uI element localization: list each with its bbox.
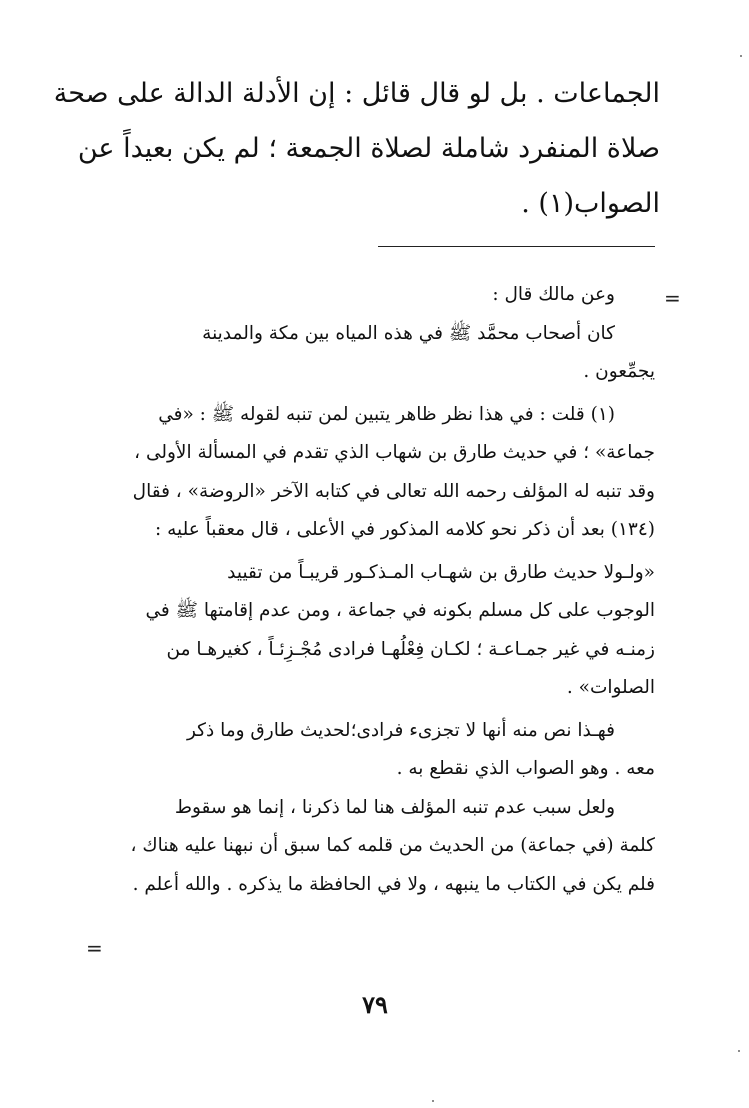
main-text-line: الصواب(١) .	[521, 188, 660, 219]
note-line: كلمة (في جماعة) من الحديث من قلمه كما سبق أن نبهنا عليه هناك ،	[130, 835, 655, 856]
note-line: يجمِّعون .	[583, 361, 655, 382]
continuation-mark-bottom: =	[86, 936, 103, 960]
page-number: ٧٩	[362, 990, 388, 1019]
footnotes-block	[100, 276, 655, 904]
note-line: ولعل سبب عدم تنبه المؤلف هنا لما ذكرنا ، إنما هو سقوط	[174, 796, 615, 818]
note-line: جماعة» ؛ في حديث طارق بن شهاب الذي تقدم في المسألة الأولى ،	[134, 442, 655, 463]
main-text-line: الجماعات . بل لو قال قائل : إن الأدلة الدالة على صحة	[53, 78, 660, 109]
note-line: وقد تنبه له المؤلف رحمه الله تعالى في كتابه الآخر «الروضة» ، فقال	[132, 480, 655, 502]
note-line: (١) قلت : في هذا نظر ظاهر يتبين لمن تنبه لقوله ﷺ : «في	[158, 403, 615, 425]
note-line: معه . وهو الصواب الذي نقطع به .	[396, 758, 655, 779]
note-paragraph	[100, 789, 655, 905]
scan-speck	[738, 1050, 740, 1052]
note-paragraph	[100, 353, 655, 392]
scan-speck	[432, 1100, 434, 1102]
note-line: الوجوب على كل مسلم بكونه في جماعة ، ومن عدم إقامتها ﷺ في	[145, 600, 655, 621]
note-paragraph	[100, 712, 655, 789]
footnote-1	[100, 396, 655, 550]
main-text-line: صلاة المنفرد شاملة لصلاة الجمعة ؛ لم يكن بعيداً عن	[77, 133, 660, 164]
quoted-passage	[100, 554, 655, 708]
note-paragraph	[100, 315, 655, 354]
scan-speck	[740, 55, 742, 57]
footnote-separator-rule	[378, 246, 655, 247]
note-line: وعن مالك قال :	[492, 284, 615, 305]
main-text-block	[53, 66, 660, 231]
note-line: فهـذا نص منه أنها لا تجزىء فرادى؛لحديث طارق وما ذكر	[186, 719, 615, 741]
note-line: «ولـولا حديث طارق بن شهـاب المـذكـور قريبـاً من تقييد	[227, 561, 655, 583]
note-line: الصلوات» .	[566, 677, 655, 698]
note-line: (١٣٤) بعد أن ذكر نحو كلامه المذكور في الأعلى ، قال معقباً عليه :	[154, 519, 655, 540]
note-line: زمنـه في غير جمـاعـة ؛ لكـان فِعْلُهـا فرادى مُجْـزِئـاً ، كغيرهـا من	[166, 638, 655, 660]
note-line: كان أصحاب محمَّد ﷺ في هذه المياه بين مكة والمدينة	[202, 322, 615, 344]
note-paragraph	[100, 276, 655, 315]
continuation-mark-top: =	[664, 286, 681, 310]
note-line: فلم يكن في الكتاب ما ينبهه ، ولا في الحافظة ما يذكره . والله أعلم .	[132, 873, 655, 895]
